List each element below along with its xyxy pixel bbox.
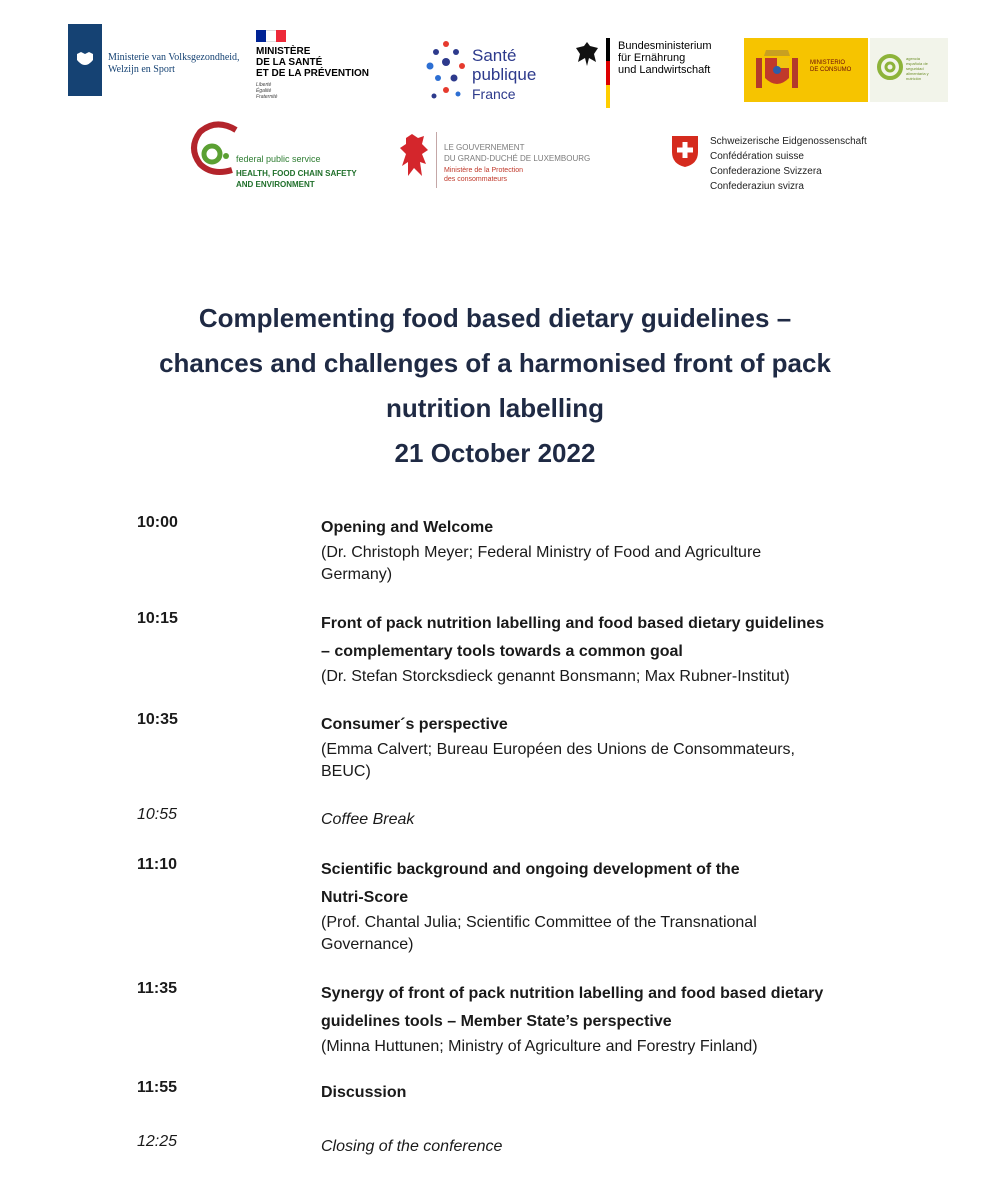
agenda-time: 10:35 [137, 711, 178, 728]
agenda-title: guidelines tools – Member State’s perspective [321, 1013, 672, 1030]
be-service-name: HEALTH, FOOD CHAIN SAFETY AND ENVIRONMENT [236, 169, 357, 189]
agenda-speaker: (Emma Calvert; Bureau Européen des Unions de Consommateurs, [321, 741, 795, 758]
agenda-time: 10:55 [137, 806, 178, 823]
agenda-speaker: (Dr. Stefan Storcksdieck genannt Bonsmann; Max Rubner-Institut) [321, 668, 790, 685]
agenda-title: Discussion [321, 1084, 407, 1101]
agenda-title: Synergy of front of pack nutrition labelling and food based dietary [321, 985, 824, 1002]
agenda-title: Opening and Welcome [321, 519, 494, 536]
agenda-title: Closing of the conference [321, 1138, 503, 1155]
agenda-time: 12:25 [137, 1133, 178, 1150]
agenda-title: Front of pack nutrition labelling and food based dietary guidelines [321, 615, 825, 632]
agenda-time: 11:55 [137, 1079, 178, 1096]
title-line-3: nutrition labelling [385, 393, 605, 423]
agenda-title: Nutri-Score [321, 889, 409, 906]
agenda-time: 11:35 [137, 980, 178, 997]
agenda-speaker: (Prof. Chantal Julia; Scientific Committee of the Transnational [321, 914, 757, 931]
agenda-speaker: Governance) [321, 936, 414, 953]
fr-motto: Liberté Égalité Fraternité [256, 82, 278, 100]
title-line-1: Complementing food based dietary guidelines – [198, 303, 792, 333]
agenda-time: 10:15 [137, 610, 178, 627]
de-ministry-name: Bundesministerium für Ernährung und Landwirtschaft [618, 40, 712, 76]
agenda-speaker: Germany) [321, 566, 393, 583]
agenda-speaker: (Dr. Christoph Meyer; Federal Ministry of Food and Agriculture [321, 544, 762, 561]
be-service-type: federal public service [236, 154, 321, 164]
agenda-title: Scientific background and ongoing development of the [321, 861, 740, 878]
agenda-title: – complementary tools towards a common goal [321, 643, 683, 660]
lu-ministry-name: Ministère de la Protection des consommateurs [444, 167, 523, 183]
spf-name: Santé publique [472, 46, 537, 84]
title-line-2: chances and challenges of a harmonised front of pack [159, 348, 831, 378]
fr-ministry-name: MINISTÈRE DE LA SANTÉ ET DE LA PRÉVENTION [256, 46, 369, 79]
event-date: 21 October 2022 [394, 438, 596, 468]
lu-government-name: LE GOUVERNEMENT DU GRAND-DUCHÉ DE LUXEMBOURG [444, 143, 591, 163]
agenda-speaker: (Minna Huttunen; Ministry of Agriculture and Forestry Finland) [321, 1038, 758, 1055]
agenda-time: 11:10 [137, 856, 178, 873]
agenda-time: 10:00 [137, 514, 178, 531]
spf-country: France [472, 86, 516, 102]
agenda-title: Consumer´s perspective [321, 716, 508, 733]
agenda-title: Coffee Break [321, 811, 415, 828]
ch-confederation-name: Schweizerische Eidgenossenschaft Confédération suisse Confederazione Svizzera Confederaziun svizra [710, 136, 867, 192]
aesan-name: agencia española de seguridad alimentaria y nutrición [906, 56, 929, 81]
agenda-speaker: BEUC) [321, 763, 371, 780]
es-ministry-name: MINISTERIO DE CONSUMO [810, 60, 852, 73]
nl-ministry-name: Ministerie van Volksgezondheid, Welzijn en Sport [108, 52, 240, 75]
